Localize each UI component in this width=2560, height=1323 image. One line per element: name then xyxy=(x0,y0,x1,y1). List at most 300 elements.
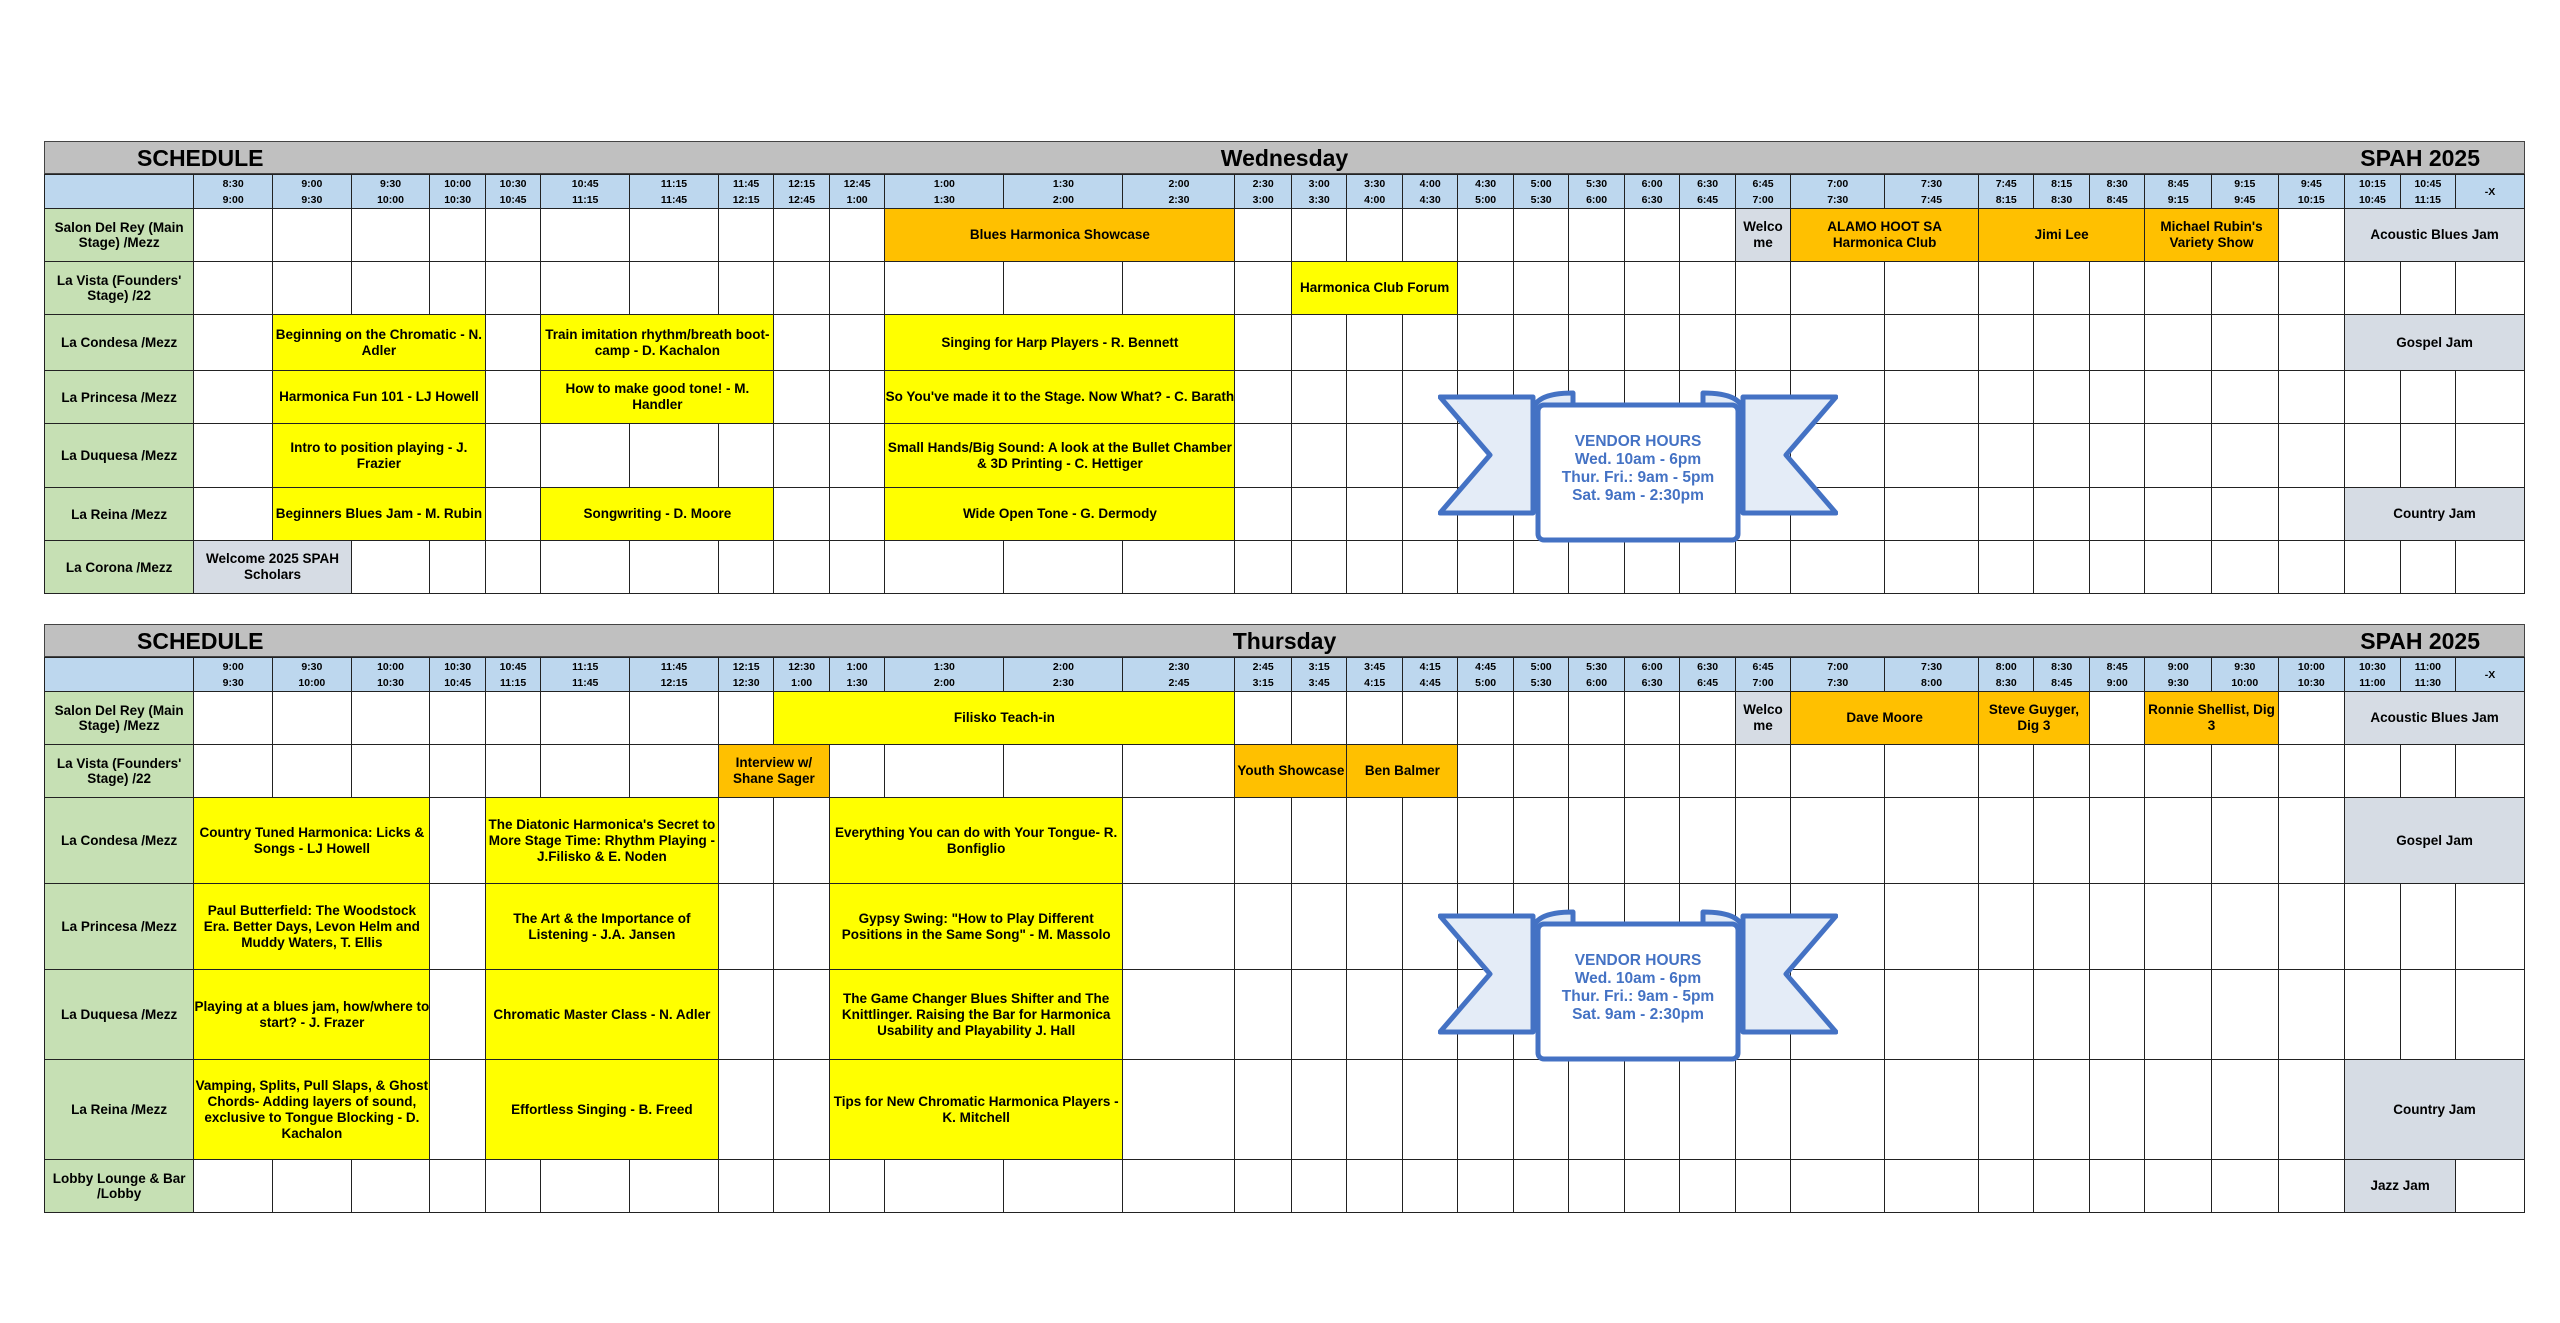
room-row xyxy=(45,798,2525,884)
empty-slot xyxy=(1291,541,1346,594)
empty-slot xyxy=(1004,745,1123,798)
empty-slot xyxy=(829,424,884,488)
session-block[interactable]: Welco me xyxy=(1735,209,1790,262)
empty-slot xyxy=(2089,1160,2144,1213)
empty-slot xyxy=(1347,798,1402,884)
empty-slot xyxy=(1513,262,1568,315)
empty-slot xyxy=(2145,371,2212,424)
time-slot-end: 6:00 xyxy=(1586,193,1608,206)
session-block[interactable]: Welcome 2025 SPAH Scholars xyxy=(194,541,351,594)
time-slot-start: 9:30 xyxy=(2234,660,2256,673)
time-slot-end: 9:30 xyxy=(2167,676,2189,689)
empty-slot xyxy=(2145,315,2212,371)
time-slot-end: 4:45 xyxy=(1419,676,1441,689)
empty-slot xyxy=(1735,798,1790,884)
empty-slot xyxy=(2278,970,2345,1060)
empty-slot xyxy=(774,315,829,371)
time-slot-header xyxy=(2400,175,2455,209)
session-block[interactable]: Intro to position playing - J. Frazier xyxy=(273,424,486,488)
session-block[interactable]: Singing for Harp Players - R. Bennett xyxy=(885,315,1235,371)
session-block[interactable]: Welco me xyxy=(1735,692,1790,745)
empty-slot xyxy=(2456,541,2525,594)
session-block[interactable]: Gospel Jam xyxy=(2345,315,2525,371)
session-block[interactable]: Ben Balmer xyxy=(1347,745,1458,798)
empty-slot xyxy=(2034,884,2089,970)
time-slot-end: 2:30 xyxy=(1168,193,1190,206)
session-block[interactable]: Harmonica Fun 101 - LJ Howell xyxy=(273,371,486,424)
time-slot-start: 12:15 xyxy=(732,660,760,673)
empty-slot xyxy=(2089,488,2144,541)
session-block[interactable]: Chromatic Master Class - N. Adler xyxy=(485,970,718,1060)
session-block[interactable]: Acoustic Blues Jam xyxy=(2345,692,2525,745)
room-name: La Princesa /Mezz xyxy=(45,884,194,970)
empty-slot xyxy=(1123,1160,1235,1213)
room-name: Salon Del Rey (Main Stage) /Mezz xyxy=(45,692,194,745)
empty-slot xyxy=(351,745,430,798)
empty-slot xyxy=(2400,745,2455,798)
room-name: La Vista (Founders' Stage) /22 xyxy=(45,262,194,315)
time-slot-header xyxy=(1347,658,1402,692)
empty-slot xyxy=(1978,371,2033,424)
session-block[interactable]: Blues Harmonica Showcase xyxy=(885,209,1235,262)
vendor-hours-line: Thur. Fri.: 9am - 5pm xyxy=(1561,469,1715,486)
empty-slot xyxy=(630,745,719,798)
empty-slot xyxy=(1235,1160,1292,1213)
empty-slot xyxy=(1458,262,1513,315)
time-slot-start: 7:45 xyxy=(1995,177,2017,190)
time-slot-end: 1:00 xyxy=(791,676,813,689)
time-slot-start: 7:30 xyxy=(1921,660,1943,673)
session-block[interactable]: Paul Butterfield: The Woodstock Era. Better Days, Levon Helm and Muddy Waters, T. Ellis xyxy=(194,884,430,970)
time-slot-end: 9:00 xyxy=(222,193,244,206)
session-block[interactable]: Wide Open Tone - G. Dermody xyxy=(885,488,1235,541)
room-row xyxy=(45,1160,2525,1213)
empty-slot xyxy=(351,1160,430,1213)
time-slot-start: 9:00 xyxy=(222,660,244,673)
time-slot-end: 3:45 xyxy=(1308,676,1330,689)
time-slot-start: 4:15 xyxy=(1419,660,1441,673)
session-block[interactable]: Dave Moore xyxy=(1791,692,1979,745)
empty-slot xyxy=(541,424,630,488)
time-slot-end: 6:30 xyxy=(1641,676,1663,689)
empty-slot xyxy=(1735,745,1790,798)
time-slot-start: 8:30 xyxy=(222,177,244,190)
session-block[interactable]: Filisko Teach-in xyxy=(774,692,1235,745)
time-slot-start: 3:00 xyxy=(1308,177,1330,190)
empty-slot xyxy=(1680,315,1735,371)
empty-slot xyxy=(2345,745,2400,798)
session-block[interactable]: Harmonica Club Forum xyxy=(1291,262,1457,315)
empty-slot xyxy=(774,424,829,488)
session-block[interactable]: Ronnie Shellist, Dig 3 xyxy=(2145,692,2278,745)
empty-slot xyxy=(1978,262,2033,315)
session-block[interactable]: Tips for New Chromatic Harmonica Players - K. Mitchell xyxy=(829,1060,1123,1160)
empty-slot xyxy=(630,1160,719,1213)
time-slot-end: 7:45 xyxy=(1921,193,1943,206)
empty-slot xyxy=(829,315,884,371)
empty-slot xyxy=(485,424,540,488)
empty-slot xyxy=(1291,315,1346,371)
empty-slot xyxy=(1978,541,2033,594)
room-name: La Condesa /Mezz xyxy=(45,315,194,371)
time-slot-end: 3:30 xyxy=(1308,193,1330,206)
time-slot-header xyxy=(2400,658,2455,692)
session-block[interactable]: The Diatonic Harmonica's Secret to More Stage Time: Rhythm Playing - J.Filisko & E. Noden xyxy=(485,798,718,884)
time-slot-end: 4:30 xyxy=(1419,193,1441,206)
empty-slot xyxy=(430,209,485,262)
empty-slot xyxy=(2145,488,2212,541)
vendor-hours-title: VENDOR HOURS xyxy=(1574,433,1702,450)
time-slot-start: 6:30 xyxy=(1697,177,1719,190)
time-slot-header xyxy=(1235,658,1292,692)
empty-slot xyxy=(2145,798,2212,884)
empty-slot xyxy=(1291,1060,1346,1160)
empty-slot xyxy=(1347,488,1402,541)
time-slot-header xyxy=(1680,658,1735,692)
time-slot-start: 9:00 xyxy=(301,177,323,190)
time-slot-header xyxy=(1735,658,1790,692)
empty-slot xyxy=(774,209,829,262)
time-slot-header xyxy=(1791,658,1885,692)
time-slot-start: 9:15 xyxy=(2234,177,2256,190)
room-row xyxy=(45,884,2525,970)
time-slot-end: 10:45 xyxy=(499,193,527,206)
empty-slot xyxy=(1735,541,1790,594)
time-slot-end: 9:00 xyxy=(2106,676,2128,689)
empty-slot xyxy=(2278,262,2345,315)
time-slot-header xyxy=(485,658,540,692)
time-slot-header xyxy=(2089,175,2144,209)
time-slot-header xyxy=(1569,175,1624,209)
empty-slot xyxy=(1402,1060,1457,1160)
session-block[interactable]: Effortless Singing - B. Freed xyxy=(485,1060,718,1160)
time-slot-end: 10:45 xyxy=(2358,193,2386,206)
empty-slot xyxy=(829,209,884,262)
time-slot-end: 10:45 xyxy=(444,676,472,689)
time-slot-start: 8:30 xyxy=(2106,177,2128,190)
session-block[interactable]: Songwriting - D. Moore xyxy=(541,488,774,541)
empty-slot xyxy=(2278,1060,2345,1160)
empty-slot xyxy=(1235,209,1292,262)
time-slot-start: 8:45 xyxy=(2167,177,2189,190)
time-slot-start: 10:45 xyxy=(2414,177,2442,190)
empty-slot xyxy=(1235,970,1292,1060)
empty-slot xyxy=(774,371,829,424)
empty-slot xyxy=(1624,209,1679,262)
empty-slot xyxy=(485,541,540,594)
empty-slot xyxy=(1347,884,1402,970)
vendor-hours-line: Wed. 10am - 6pm xyxy=(1574,970,1702,987)
time-slot-header xyxy=(1978,658,2033,692)
session-block[interactable]: Michael Rubin's Variety Show xyxy=(2145,209,2278,262)
time-slot-end: 1:30 xyxy=(846,676,868,689)
session-block[interactable]: Gospel Jam xyxy=(2345,798,2525,884)
time-slot-header xyxy=(2345,658,2400,692)
time-slot-end: 6:45 xyxy=(1697,193,1719,206)
session-block[interactable]: Country Jam xyxy=(2345,1060,2525,1160)
time-slot-end: 12:15 xyxy=(732,193,760,206)
time-slot-end: 7:00 xyxy=(1752,676,1774,689)
empty-slot xyxy=(1004,541,1123,594)
empty-slot xyxy=(2278,884,2345,970)
empty-slot xyxy=(1513,209,1568,262)
vendor-hours-title: VENDOR HOURS xyxy=(1574,952,1702,969)
session-block[interactable]: Acoustic Blues Jam xyxy=(2345,209,2525,262)
time-slot-start: 2:30 xyxy=(1252,177,1274,190)
empty-slot xyxy=(1624,745,1679,798)
empty-slot xyxy=(2089,745,2144,798)
time-slot-start: 10:00 xyxy=(377,660,404,673)
empty-slot xyxy=(2034,315,2089,371)
time-slot-header xyxy=(1791,175,1885,209)
time-slot-header xyxy=(2278,658,2345,692)
empty-slot xyxy=(2145,424,2212,488)
empty-slot xyxy=(1402,1160,1457,1213)
empty-slot xyxy=(1885,541,1979,594)
empty-slot xyxy=(430,1060,485,1160)
time-slot-end: 5:00 xyxy=(1475,193,1497,206)
empty-slot xyxy=(351,541,430,594)
empty-slot xyxy=(1624,1060,1679,1160)
room-row xyxy=(45,541,2525,594)
time-slot-start: 9:30 xyxy=(380,177,402,190)
empty-slot xyxy=(1004,262,1123,315)
time-slot-header xyxy=(1347,175,1402,209)
empty-slot xyxy=(1291,209,1346,262)
empty-slot xyxy=(1885,371,1979,424)
empty-slot xyxy=(351,262,430,315)
time-slot-header xyxy=(885,658,1004,692)
session-block[interactable]: Vamping, Splits, Pull Slaps, & Ghost Chords- Adding layers of sound, exclusive to Tongue Blocking - D. Kachalon xyxy=(194,1060,430,1160)
empty-slot xyxy=(1978,745,2033,798)
time-slot-header xyxy=(2211,175,2278,209)
session-block[interactable]: Small Hands/Big Sound: A look at the Bullet Chamber & 3D Printing - C. Hettiger xyxy=(885,424,1235,488)
empty-slot xyxy=(1235,541,1292,594)
session-block[interactable]: Country Jam xyxy=(2345,488,2525,541)
empty-slot xyxy=(2456,1160,2525,1213)
session-block[interactable]: The Art & the Importance of Listening - J.A. Jansen xyxy=(485,884,718,970)
empty-slot xyxy=(2145,970,2212,1060)
empty-slot xyxy=(1347,541,1402,594)
empty-slot xyxy=(1885,315,1979,371)
empty-slot xyxy=(1235,1060,1292,1160)
time-slot-end: 6:00 xyxy=(1586,676,1608,689)
empty-slot xyxy=(2089,798,2144,884)
session-block[interactable]: How to make good tone! - M. Handler xyxy=(541,371,774,424)
empty-slot xyxy=(2278,209,2345,262)
empty-slot xyxy=(1791,1060,1885,1160)
empty-slot xyxy=(1291,488,1346,541)
time-slot-start: 5:30 xyxy=(1586,660,1608,673)
empty-slot xyxy=(774,884,829,970)
empty-slot xyxy=(1624,692,1679,745)
empty-slot xyxy=(718,798,773,884)
room-name: La Duquesa /Mezz xyxy=(45,424,194,488)
time-slot-end: 6:30 xyxy=(1641,193,1663,206)
session-block[interactable]: Jimi Lee xyxy=(1978,209,2144,262)
empty-slot xyxy=(1680,1160,1735,1213)
empty-slot xyxy=(2211,262,2278,315)
empty-slot xyxy=(541,745,630,798)
empty-slot xyxy=(1624,1160,1679,1213)
time-slot-end: 5:30 xyxy=(1530,193,1552,206)
time-slot-end: 2:00 xyxy=(933,676,955,689)
time-slot-start: 6:30 xyxy=(1697,660,1719,673)
empty-slot xyxy=(351,209,430,262)
empty-slot xyxy=(1791,315,1885,371)
time-slot-header xyxy=(2456,175,2525,209)
session-block[interactable]: The Game Changer Blues Shifter and The Knittlinger. Raising the Bar for Harmonica Usability and Playability J. Hall xyxy=(829,970,1123,1060)
empty-slot xyxy=(194,371,273,424)
empty-slot xyxy=(430,798,485,884)
session-block[interactable]: ALAMO HOOT SA Harmonica Club xyxy=(1791,209,1979,262)
empty-slot xyxy=(1885,745,1979,798)
room-name: La Vista (Founders' Stage) /22 xyxy=(45,745,194,798)
empty-slot xyxy=(2400,884,2455,970)
empty-slot xyxy=(1291,424,1346,488)
room-name: Salon Del Rey (Main Stage) /Mezz xyxy=(45,209,194,262)
time-slot-end: 5:00 xyxy=(1475,676,1497,689)
empty-slot xyxy=(1885,262,1979,315)
empty-slot xyxy=(1978,1060,2033,1160)
empty-slot xyxy=(485,488,540,541)
empty-slot xyxy=(194,262,273,315)
session-block[interactable]: Jazz Jam xyxy=(2345,1160,2456,1213)
empty-slot xyxy=(1402,315,1457,371)
session-block[interactable]: Youth Showcase xyxy=(1235,745,1347,798)
empty-slot xyxy=(774,1160,829,1213)
empty-slot xyxy=(2211,488,2278,541)
time-slot-start: 8:15 xyxy=(2051,177,2073,190)
time-slot-end: 2:45 xyxy=(1168,676,1190,689)
time-slot-start: 3:45 xyxy=(1364,660,1386,673)
schedule-title: SCHEDULE xyxy=(137,628,264,654)
time-slot-start: 10:00 xyxy=(444,177,472,190)
empty-slot xyxy=(194,488,273,541)
time-slot-end: 9:45 xyxy=(2234,193,2256,206)
empty-slot xyxy=(1569,262,1624,315)
empty-slot xyxy=(541,209,630,262)
empty-slot xyxy=(1791,798,1885,884)
time-slot-header xyxy=(630,175,719,209)
empty-slot xyxy=(1624,262,1679,315)
empty-slot xyxy=(1885,1060,1979,1160)
empty-slot xyxy=(2400,424,2455,488)
empty-slot xyxy=(1347,209,1402,262)
empty-slot xyxy=(430,745,485,798)
empty-slot xyxy=(1624,541,1679,594)
empty-slot xyxy=(194,424,273,488)
empty-slot xyxy=(1885,970,1979,1060)
session-block[interactable]: Gypsy Swing: "How to Play Different Positions in the Same Song" - M. Massolo xyxy=(829,884,1123,970)
empty-slot xyxy=(718,209,773,262)
empty-slot xyxy=(1978,970,2033,1060)
wednesday-schedule xyxy=(44,141,2525,594)
session-block[interactable]: Beginners Blues Jam - M. Rubin xyxy=(273,488,486,541)
session-block[interactable]: Train imitation rhythm/breath boot-camp - D. Kachalon xyxy=(541,315,774,371)
empty-slot xyxy=(2034,970,2089,1060)
empty-slot xyxy=(1735,262,1790,315)
time-slot-start: 7:00 xyxy=(1827,660,1849,673)
time-slot-end: 8:00 xyxy=(1921,676,1943,689)
empty-slot xyxy=(430,884,485,970)
time-slot-start: 5:00 xyxy=(1530,660,1552,673)
time-slot-end: 3:15 xyxy=(1252,676,1274,689)
empty-slot xyxy=(2345,262,2400,315)
session-block[interactable]: Playing at a blues jam, how/where to start? - J. Frazer xyxy=(194,970,430,1060)
empty-slot xyxy=(1978,884,2033,970)
empty-slot xyxy=(1123,745,1235,798)
vendor-hours-banner xyxy=(1438,385,1838,545)
empty-slot xyxy=(2145,262,2212,315)
empty-slot xyxy=(2211,1060,2278,1160)
time-slot-end: 11:15 xyxy=(499,676,527,689)
session-block[interactable]: So You've made it to the Stage. Now What? - C. Barath xyxy=(885,371,1235,424)
time-slot-start: -X xyxy=(2484,185,2496,198)
room-name: La Reina /Mezz xyxy=(45,488,194,541)
time-slot-start: 11:45 xyxy=(660,660,688,673)
time-slot-header xyxy=(2145,658,2212,692)
empty-slot xyxy=(2278,745,2345,798)
empty-slot xyxy=(541,262,630,315)
vendor-hours-line: Sat. 9am - 2:30pm xyxy=(1572,487,1704,504)
empty-slot xyxy=(2089,884,2144,970)
empty-slot xyxy=(1347,1160,1402,1213)
empty-slot xyxy=(2211,424,2278,488)
session-block[interactable]: Country Tuned Harmonica: Licks & Songs - LJ Howell xyxy=(194,798,430,884)
empty-slot xyxy=(2211,315,2278,371)
time-slot-start: 12:45 xyxy=(843,177,871,190)
time-slot-start: 2:00 xyxy=(1052,660,1074,673)
empty-slot xyxy=(1513,315,1568,371)
session-block[interactable]: Steve Guyger, Dig 3 xyxy=(1978,692,2089,745)
empty-slot xyxy=(718,262,773,315)
empty-slot xyxy=(1680,692,1735,745)
time-slot-end: 12:15 xyxy=(660,676,688,689)
empty-slot xyxy=(2145,1060,2212,1160)
empty-slot xyxy=(273,262,352,315)
empty-slot xyxy=(485,692,540,745)
empty-slot xyxy=(1513,1060,1568,1160)
time-slot-start: 12:15 xyxy=(788,177,816,190)
time-slot-end: 6:45 xyxy=(1697,676,1719,689)
time-slot-header xyxy=(351,658,430,692)
time-slot-header xyxy=(1123,658,1235,692)
time-slot-start: 5:00 xyxy=(1530,177,1552,190)
empty-slot xyxy=(1347,970,1402,1060)
time-slot-end: 9:30 xyxy=(222,676,244,689)
time-slot-start: 8:30 xyxy=(2051,660,2073,673)
empty-slot xyxy=(1978,488,2033,541)
session-block[interactable]: Beginning on the Chromatic - N. Adler xyxy=(273,315,486,371)
empty-slot xyxy=(1885,884,1979,970)
empty-slot xyxy=(630,209,719,262)
empty-slot xyxy=(2089,970,2144,1060)
empty-slot xyxy=(630,424,719,488)
empty-slot xyxy=(1235,798,1292,884)
session-block[interactable]: Interview w/ Shane Sager xyxy=(718,745,829,798)
time-slot-header xyxy=(1885,658,1979,692)
session-block[interactable]: Everything You can do with Your Tongue- R. Bonfiglio xyxy=(829,798,1123,884)
time-slot-start: 9:45 xyxy=(2300,177,2322,190)
time-slot-end: 5:30 xyxy=(1530,676,1552,689)
empty-slot xyxy=(774,488,829,541)
empty-slot xyxy=(1402,541,1457,594)
time-slot-header xyxy=(2211,658,2278,692)
schedule-header xyxy=(44,624,2525,657)
empty-slot xyxy=(485,315,540,371)
thursday-schedule xyxy=(44,624,2525,1213)
